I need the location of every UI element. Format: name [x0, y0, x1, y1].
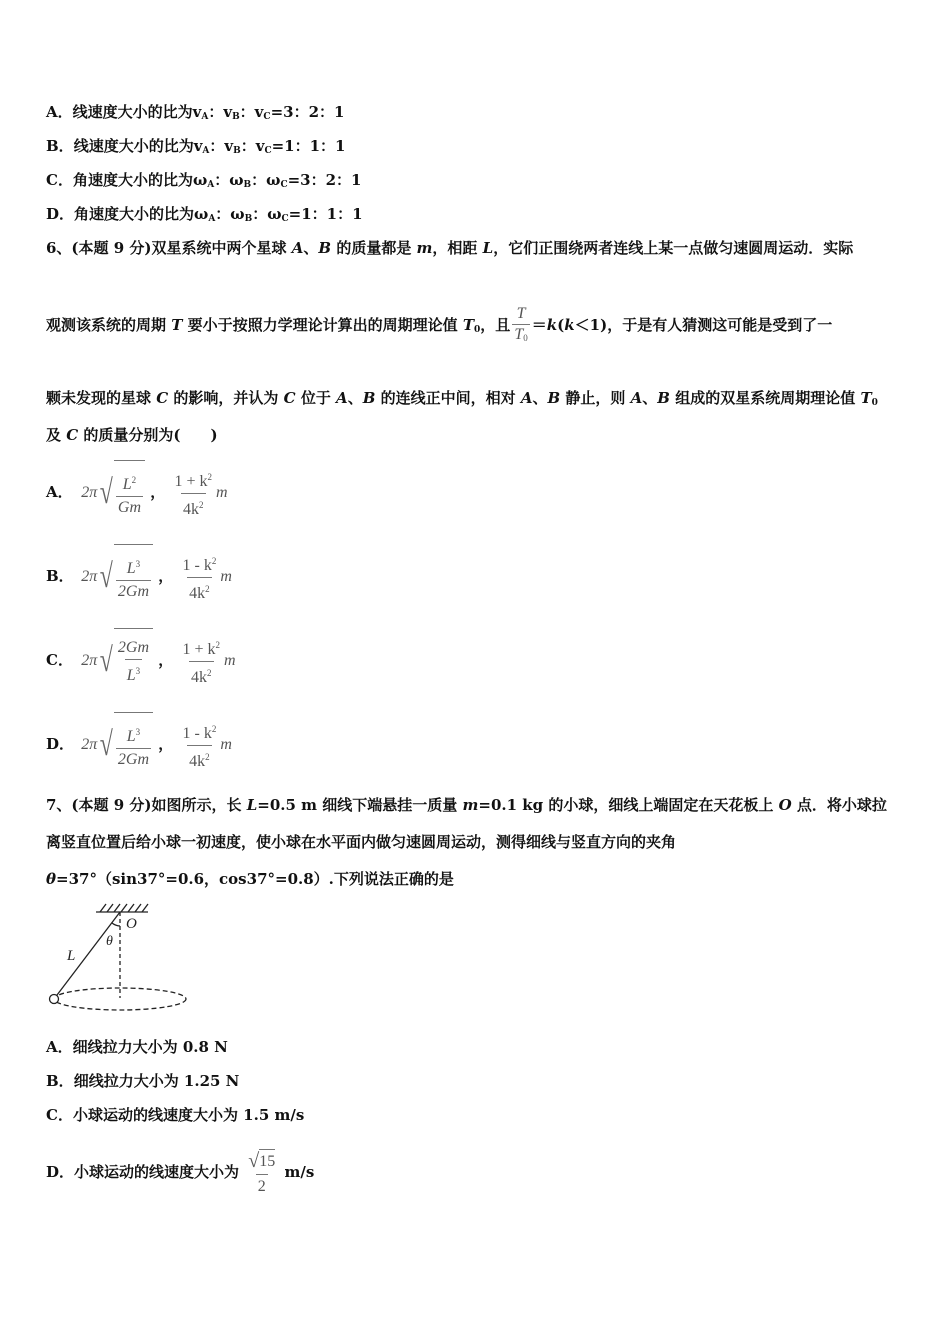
q6-stem-line-1: 6、(本题 9 分)双星系统中两个星球 A、B 的质量都是 m，相距 L，它们正围绕两者连线上某一点做匀速圆周运动．实际: [46, 239, 854, 257]
q7-option-a[interactable]: A．细线拉力大小为 0.8 N: [46, 1038, 228, 1056]
q7-stem-line-2: 离竖直位置后给小球一初速度，使小球在水平面内做匀速圆周运动，测得细线与竖直方向的夹角: [46, 833, 677, 851]
string-line: [54, 912, 120, 999]
q5-option-b[interactable]: B．线速度大小的比为$v_A$：$v_B$：$v_C=1$：1：1: [46, 137, 346, 156]
q5-option-a[interactable]: A．线速度大小的比为$v_A$：$v_B$：$v_C=3$：2：1: [46, 103, 345, 122]
ratio-fraction: $\frac{T}{T_0}$: [512, 305, 529, 347]
q6-option-c[interactable]: C． 2π √ $\frac{2Gm}{L^3}$ ， $\frac{1 + k^2}{4k^2}$ m: [46, 628, 236, 694]
theta-label: θ: [106, 934, 113, 949]
q6-option-b[interactable]: B． 2π √ $\frac{L^3}{2Gm}$ ， $\frac{1 - k^2}{4k^2}$ m: [46, 544, 232, 610]
length-label: L: [67, 948, 76, 964]
q6-option-a[interactable]: A． 2π √ $\frac{L^2}{Gm}$ ， $\frac{1 + k^2}{4k^2}$ m: [46, 460, 228, 526]
q7-stem-line-3: θ=37°（sin37°=0.6，cos37°=0.8）.下列说法正确的是: [46, 870, 454, 888]
q7-option-c[interactable]: C．小球运动的线速度大小为 1.5 m/s: [46, 1106, 305, 1124]
q6-stem-line-2: 观测该系统的周期 T 要小于按照力学理论计算出的周期理论值 $T_0$，且 $\frac{T}{T_0}$ ＝k(k＜1)，于是有人猜测这可能是受到了一: [46, 300, 832, 355]
q6-stem-line-3: 颗未发现的星球 C 的影响，并认为 C 位于 A、B 的连线正中间，相对 A、B 静止，则 A、B 组成的双星系统周期理论值 $T_0$: [46, 389, 878, 408]
pendulum-figure: [40, 900, 200, 1020]
q7-option-d[interactable]: D．小球运动的线速度大小为 √ 15 2 m/s: [46, 1142, 314, 1202]
q7-stem-line-1: 7、(本题 9 分)如图所示，长 L=0.5 m 细线下端悬挂一质量 m=0.1 kg 的小球，细线上端固定在天花板上 O 点．将小球拉: [46, 796, 887, 814]
point-o-label: O: [126, 916, 137, 932]
q6-stem-line-4: 及 C 的质量分别为( ): [46, 426, 218, 444]
q6-option-d[interactable]: D． 2π √ $\frac{L^3}{2Gm}$ ， $\frac{1 - k^2}{4k^2}$ m: [46, 712, 232, 778]
q7-option-b[interactable]: B．细线拉力大小为 1.25 N: [46, 1072, 240, 1090]
q5-option-c[interactable]: C．角速度大小的比为$\omega_A$：$\omega_B$：$\omega_C=3$：2：1: [46, 171, 362, 190]
q5-option-d[interactable]: D．角速度大小的比为$\omega_A$：$\omega_B$：$\omega_C=1$：1：1: [46, 205, 363, 224]
ball: [50, 995, 59, 1004]
